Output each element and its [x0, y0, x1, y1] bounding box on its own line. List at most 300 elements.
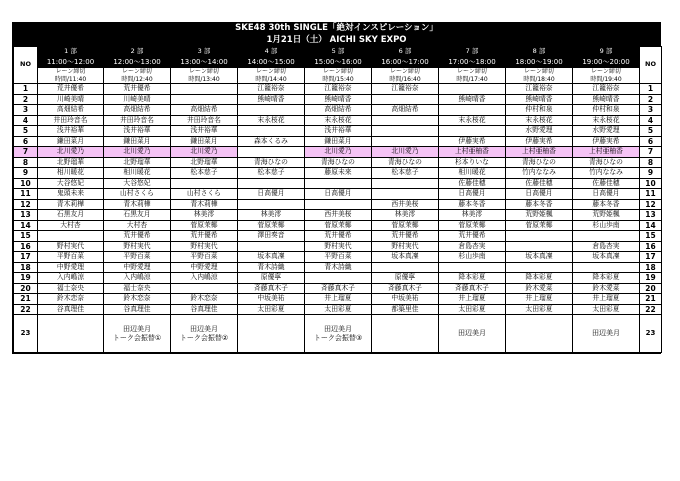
member-cell: 杉本りいな: [439, 157, 506, 168]
member-cell: [305, 273, 372, 284]
table-row: [14, 115, 662, 126]
member-cell: 倉島杏実: [439, 241, 506, 252]
talk-transfer-label: トーク会振替③: [313, 333, 363, 342]
member-cell: 太田彩夏: [506, 304, 573, 315]
member-cell: 江籠裕奈: [372, 84, 439, 95]
member-cell: 太田彩夏: [439, 304, 506, 315]
lane-close-cell: [372, 68, 439, 84]
member-cell: 浅井裕華: [305, 126, 372, 137]
member-cell: 上村亜柚香: [506, 147, 573, 158]
lane-close-label: レーン締切: [189, 68, 219, 76]
row-number-left: 5: [14, 126, 38, 137]
member-cell: 末永桜花: [573, 115, 640, 126]
member-cell: 佐藤佳穂: [506, 178, 573, 189]
member-cell: 鈴木恋奈: [171, 294, 238, 305]
member-cell: 北野瑠華: [38, 157, 104, 168]
row-number-right: 12: [640, 199, 662, 210]
member-cell: 荒野姫楓: [573, 210, 640, 221]
member-cell: [238, 178, 305, 189]
member-cell: [305, 199, 372, 210]
member-cell: [238, 105, 305, 116]
member-cell: 石黒友月: [104, 210, 171, 221]
lane-close-time: 時間/15:40: [322, 75, 354, 83]
talk-transfer-label: トーク会振替②: [179, 333, 229, 342]
member-cell: [171, 178, 238, 189]
lane-close-cell: [104, 68, 171, 84]
row-number-right: 21: [640, 294, 662, 305]
member-cell: 高畑結希: [305, 105, 372, 116]
part-label: 3 部: [171, 47, 238, 58]
member-cell: [439, 105, 506, 116]
lane-close-time: 時間/19:40: [590, 75, 622, 83]
member-cell: 藤本冬香: [439, 199, 506, 210]
member-cell: 菅原茉椰: [506, 220, 573, 231]
member-cell: 竹内ななみ: [573, 168, 640, 179]
member-cell: 林美澪: [439, 210, 506, 221]
row-number-left: 8: [14, 157, 38, 168]
member-cell: 日高優月: [506, 189, 573, 200]
member-cell-last: [38, 315, 104, 353]
row-number-left: 4: [14, 115, 38, 126]
row-number-left: 16: [14, 241, 38, 252]
member-cell: 林美澪: [171, 210, 238, 221]
member-cell: 中坂美祐: [372, 294, 439, 305]
member-cell: 中坂美祐: [238, 294, 305, 305]
member-cell: 高畑結希: [104, 105, 171, 116]
part-label: 1 部: [38, 47, 104, 58]
member-cell: 北野瑠華: [171, 157, 238, 168]
member-cell: 大谷悠妃: [38, 178, 104, 189]
member-cell: 藤本冬香: [506, 199, 573, 210]
member-cell: 原優寧: [238, 273, 305, 284]
member-cell: 鈴木恋奈: [38, 294, 104, 305]
member-cell: 福士奈央: [104, 283, 171, 294]
schedule-sheet: [12, 22, 661, 354]
member-name: 田辺美月: [190, 324, 218, 333]
member-cell: 熊崎晴香: [573, 94, 640, 105]
member-cell: 西井美桜: [305, 210, 372, 221]
member-cell: 浅井裕華: [171, 126, 238, 137]
row-number-left: 11: [14, 189, 38, 200]
member-cell: 水野愛理: [573, 126, 640, 137]
member-cell: 太田彩夏: [573, 304, 640, 315]
member-cell: 青木莉樺: [104, 199, 171, 210]
member-cell: 佐藤佳穂: [439, 178, 506, 189]
member-cell: [506, 241, 573, 252]
member-cell: 大村杏: [38, 220, 104, 231]
member-cell: 西井美桜: [372, 199, 439, 210]
row-number-right: 1: [640, 84, 662, 95]
member-cell: 谷真理佳: [171, 304, 238, 315]
member-cell: 松本慈子: [238, 168, 305, 179]
table-row: [14, 241, 662, 252]
member-cell: 荒井優希: [104, 231, 171, 242]
member-cell: 青木詩織: [238, 262, 305, 273]
member-cell: 青海ひなの: [372, 157, 439, 168]
lane-close-label: レーン締切: [591, 68, 621, 76]
row-number-right: 22: [640, 304, 662, 315]
part-label: 6 部: [372, 47, 439, 58]
member-cell: 佐藤佳穂: [573, 178, 640, 189]
lane-close-cell: [238, 68, 305, 84]
member-name: 田辺美月: [324, 324, 352, 333]
member-cell: 高畑結希: [372, 105, 439, 116]
member-cell: [506, 231, 573, 242]
member-cell: 菅原茉椰: [372, 220, 439, 231]
member-cell: 浅井裕華: [38, 126, 104, 137]
member-cell: 菅原茉椰: [171, 220, 238, 231]
row-number-left: 22: [14, 304, 38, 315]
member-cell: 日高優月: [305, 189, 372, 200]
member-cell: 上村亜柚香: [573, 147, 640, 158]
member-cell: 鬼頭未来: [38, 189, 104, 200]
table-row: [14, 157, 662, 168]
lane-close-cell: [38, 68, 104, 84]
row-number-right: 2: [640, 94, 662, 105]
table-row: [14, 105, 662, 116]
row-number-left: 3: [14, 105, 38, 116]
member-cell-last: [573, 315, 640, 353]
member-cell: 鈴木愛菜: [573, 283, 640, 294]
member-cell: 菅原茉椰: [238, 220, 305, 231]
member-cell: 末永桜花: [506, 115, 573, 126]
member-cell: 藤本冬香: [573, 199, 640, 210]
member-cell: 日高優月: [238, 189, 305, 200]
part-label: 8 部: [506, 47, 573, 58]
row-number-left: 23: [14, 315, 38, 353]
member-cell: 相川暖花: [38, 168, 104, 179]
member-cell: 野村実代: [171, 241, 238, 252]
member-cell: 林美澪: [372, 210, 439, 221]
member-cell: 末永桜花: [439, 115, 506, 126]
row-number-left: 13: [14, 210, 38, 221]
member-cell: 鈴木愛菜: [506, 283, 573, 294]
member-cell: 熊崎晴香: [506, 94, 573, 105]
lane-close-label: レーン締切: [457, 68, 487, 76]
member-name: 田辺美月: [458, 329, 486, 337]
member-cell: 熊崎晴香: [238, 94, 305, 105]
member-cell: [171, 283, 238, 294]
sheet-header: [13, 23, 660, 46]
row-number-left: 10: [14, 178, 38, 189]
member-cell: 江籠裕奈: [305, 84, 372, 95]
member-cell-last: [305, 315, 372, 353]
member-cell: 中野愛理: [171, 262, 238, 273]
part-label: 4 部: [238, 47, 305, 58]
row-number-right: 14: [640, 220, 662, 231]
row-number-left: 17: [14, 252, 38, 263]
member-cell: 降本彩夏: [573, 273, 640, 284]
member-cell: [372, 94, 439, 105]
member-cell: [439, 84, 506, 95]
member-cell: [372, 189, 439, 200]
table-row: [14, 189, 662, 200]
member-cell: 入内嶋涼: [38, 273, 104, 284]
member-cell: 荒井優希: [305, 231, 372, 242]
row-number-left: 14: [14, 220, 38, 231]
lane-close-cell: [171, 68, 238, 84]
row-number-right: 16: [640, 241, 662, 252]
member-cell: 荒野姫楓: [506, 210, 573, 221]
table-row: [14, 252, 662, 263]
member-cell: 日高優月: [573, 189, 640, 200]
table-row: [14, 136, 662, 147]
member-cell: [506, 262, 573, 273]
member-cell: 入内嶋涼: [104, 273, 171, 284]
table-row: [14, 294, 662, 305]
time-slot: 11:00～12:00: [38, 57, 104, 68]
lane-close-label: レーン締切: [55, 68, 86, 76]
row-number-right: 13: [640, 210, 662, 221]
member-cell: 伊藤実希: [439, 136, 506, 147]
member-cell: 大村杏: [104, 220, 171, 231]
lane-close-time: 時間/12:40: [121, 75, 153, 83]
member-cell: 原優寧: [372, 273, 439, 284]
member-cell: 石黒友月: [38, 210, 104, 221]
member-cell: 末永桜花: [238, 115, 305, 126]
member-cell: 相川暖花: [439, 168, 506, 179]
lane-close-time: 時間/16:40: [389, 75, 421, 83]
member-cell: 山村さくら: [104, 189, 171, 200]
member-cell: 平野百菜: [305, 252, 372, 263]
table-row: [14, 273, 662, 284]
row-number-right: 3: [640, 105, 662, 116]
member-cell: 青海ひなの: [506, 157, 573, 168]
member-cell: 江籠裕奈: [238, 84, 305, 95]
member-cell: 青木莉樺: [38, 199, 104, 210]
member-cell: 青海ひなの: [238, 157, 305, 168]
member-cell: 荒井優希: [104, 84, 171, 95]
sheet-title: SKE48 30th SINGLE「絶対インスピレーション」: [235, 23, 438, 33]
row-number-left: 15: [14, 231, 38, 242]
member-cell: 山村さくら: [171, 189, 238, 200]
member-cell: [439, 262, 506, 273]
part-label: 7 部: [439, 47, 506, 58]
table-row: [14, 199, 662, 210]
member-cell: 井上瑠夏: [305, 294, 372, 305]
schedule-table: [13, 46, 662, 353]
member-cell: [439, 126, 506, 137]
no-label-left: NO: [14, 47, 38, 84]
member-cell: 鈴木恋奈: [104, 294, 171, 305]
member-cell: 鎌田菜月: [38, 136, 104, 147]
row-number-left: 2: [14, 94, 38, 105]
lane-close-cell: [573, 68, 640, 84]
member-cell: [38, 231, 104, 242]
member-cell: 井田玲音名: [38, 115, 104, 126]
sheet-subtitle: 1月21日（土） AICHI SKY EXPO: [266, 34, 407, 45]
member-cell: 中野愛理: [104, 262, 171, 273]
row-number-left: 21: [14, 294, 38, 305]
member-cell: 伊藤実希: [573, 136, 640, 147]
member-cell: 菅原茉椰: [439, 220, 506, 231]
member-cell: 鎌田菜月: [305, 136, 372, 147]
member-cell: 斉藤真木子: [305, 283, 372, 294]
table-row: [14, 262, 662, 273]
member-cell: [171, 94, 238, 105]
member-cell: 松本慈子: [372, 168, 439, 179]
member-cell: 都築里佳: [372, 304, 439, 315]
table-row-last: [14, 315, 662, 353]
table-row: [14, 84, 662, 95]
member-cell: 荒井優希: [171, 231, 238, 242]
member-cell: 降本彩夏: [439, 273, 506, 284]
table-row: [14, 147, 662, 158]
time-slot: 13:00～14:00: [171, 57, 238, 68]
member-cell-last: [171, 315, 238, 353]
member-cell: 北川愛乃: [38, 147, 104, 158]
row-number-right: 9: [640, 168, 662, 179]
member-cell: 江籠裕奈: [573, 84, 640, 95]
row-number-right: 23: [640, 315, 662, 353]
lane-close-cell: [506, 68, 573, 84]
lane-close-cell: [305, 68, 372, 84]
lane-close-time: 時間/17:40: [456, 75, 488, 83]
member-cell: 坂本真凜: [573, 252, 640, 263]
member-cell: 水野愛理: [506, 126, 573, 137]
row-number-right: 10: [640, 178, 662, 189]
member-cell: 井上瑠夏: [439, 294, 506, 305]
table-row: [14, 304, 662, 315]
member-cell: 野村実代: [372, 241, 439, 252]
row-number-right: 5: [640, 126, 662, 137]
member-cell: 中野愛理: [38, 262, 104, 273]
member-cell: 井上瑠夏: [506, 294, 573, 305]
parts-row: [14, 47, 662, 58]
member-cell: 林美澪: [238, 210, 305, 221]
member-cell: 森本くるみ: [238, 136, 305, 147]
time-slot: 17:00～18:00: [439, 57, 506, 68]
member-cell: [372, 115, 439, 126]
member-cell: [372, 178, 439, 189]
member-cell: 青海ひなの: [305, 157, 372, 168]
member-cell: 井田玲音名: [171, 115, 238, 126]
member-cell: 荒井優希: [38, 84, 104, 95]
row-number-right: 18: [640, 262, 662, 273]
row-number-left: 6: [14, 136, 38, 147]
member-cell: 川崎美晴: [38, 94, 104, 105]
member-cell: [372, 262, 439, 273]
member-name: 田辺美月: [592, 329, 620, 337]
member-cell: 青木莉樺: [171, 199, 238, 210]
member-cell: 仲村和泉: [573, 105, 640, 116]
member-cell: 太田彩夏: [305, 304, 372, 315]
time-slot: 16:00～17:00: [372, 57, 439, 68]
member-cell-last: [104, 315, 171, 353]
row-number-right: 20: [640, 283, 662, 294]
no-label-right: NO: [640, 47, 662, 84]
member-cell: 野村実代: [305, 241, 372, 252]
member-cell: 谷真理佳: [38, 304, 104, 315]
member-cell: [573, 262, 640, 273]
member-cell: 平野百菜: [104, 252, 171, 263]
table-row: [14, 231, 662, 242]
table-row: [14, 283, 662, 294]
member-cell: 川崎美晴: [104, 94, 171, 105]
member-cell: 降本彩夏: [506, 273, 573, 284]
member-cell: 入内嶋涼: [171, 273, 238, 284]
member-cell: 倉島杏実: [573, 241, 640, 252]
table-row: [14, 126, 662, 137]
member-cell-last: [372, 315, 439, 353]
member-cell: [171, 84, 238, 95]
row-number-left: 19: [14, 273, 38, 284]
member-cell: 平野百菜: [171, 252, 238, 263]
member-cell: 斉藤真木子: [372, 283, 439, 294]
member-cell-last: [238, 315, 305, 353]
table-row: [14, 168, 662, 179]
member-cell: 鎌田菜月: [171, 136, 238, 147]
member-cell: 竹内ななみ: [506, 168, 573, 179]
member-cell: [238, 147, 305, 158]
member-cell-last: [439, 315, 506, 353]
table-row: [14, 178, 662, 189]
member-cell: 坂本真凜: [372, 252, 439, 263]
member-cell: 野村実代: [104, 241, 171, 252]
member-cell: [573, 231, 640, 242]
member-cell: 熊崎晴香: [439, 94, 506, 105]
lane-close-label: レーン締切: [256, 68, 286, 76]
member-cell: 荒井優希: [439, 231, 506, 242]
row-number-left: 20: [14, 283, 38, 294]
member-cell: 斉藤真木子: [439, 283, 506, 294]
member-cell: 高畑結希: [171, 105, 238, 116]
member-cell: 江籠裕奈: [506, 84, 573, 95]
member-cell: 杉山歩南: [439, 252, 506, 263]
member-cell: 北野瑠華: [104, 157, 171, 168]
times-row: [14, 57, 662, 68]
member-cell: 松本慈子: [171, 168, 238, 179]
row-number-right: 8: [640, 157, 662, 168]
member-cell: 谷真理佳: [104, 304, 171, 315]
lane-close-label: レーン締切: [122, 68, 152, 76]
member-cell: 太田彩夏: [238, 304, 305, 315]
time-slot: 18:00～19:00: [506, 57, 573, 68]
member-cell: 日高優月: [439, 189, 506, 200]
row-number-left: 1: [14, 84, 38, 95]
member-cell: [372, 126, 439, 137]
table-row: [14, 210, 662, 221]
member-cell: 北川愛乃: [372, 147, 439, 158]
row-number-left: 9: [14, 168, 38, 179]
lane-close-time: 時間/14:40: [255, 75, 287, 83]
lane-close-label: レーン締切: [323, 68, 353, 76]
member-cell: [305, 178, 372, 189]
member-cell: 藤原未来: [305, 168, 372, 179]
lane-close-time: 時間/13:40: [188, 75, 220, 83]
talk-transfer-label: トーク会振替①: [112, 333, 162, 342]
member-cell: 井田玲音名: [104, 115, 171, 126]
member-cell: 熊崎晴香: [305, 94, 372, 105]
member-cell: 鎌田菜月: [104, 136, 171, 147]
member-cell: 野村実代: [38, 241, 104, 252]
row-number-left: 7: [14, 147, 38, 158]
member-cell: 北川愛乃: [305, 147, 372, 158]
table-row: [14, 94, 662, 105]
row-number-right: 11: [640, 189, 662, 200]
row-number-right: 15: [640, 231, 662, 242]
member-cell: 菅原茉椰: [305, 220, 372, 231]
member-cell-last: [506, 315, 573, 353]
time-slot: 19:00～20:00: [573, 57, 640, 68]
member-cell: 澤田奏音: [238, 231, 305, 242]
part-label: 9 部: [573, 47, 640, 58]
member-cell: 平野百菜: [38, 252, 104, 263]
member-cell: 青海ひなの: [573, 157, 640, 168]
member-cell: [238, 199, 305, 210]
member-cell: 坂本真凜: [238, 252, 305, 263]
time-slot: 12:00～13:00: [104, 57, 171, 68]
